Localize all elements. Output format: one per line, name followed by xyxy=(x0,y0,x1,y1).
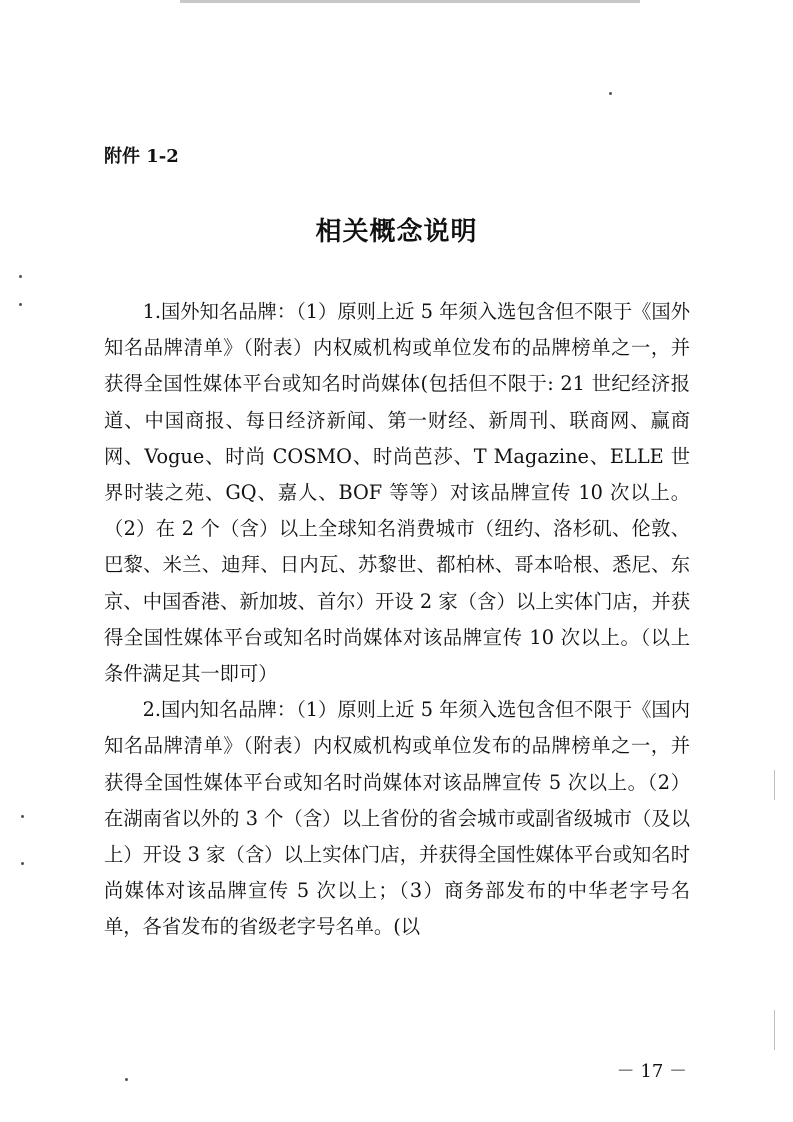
scan-speck xyxy=(125,1078,128,1081)
scan-edge-line xyxy=(774,1010,775,1050)
scan-speck xyxy=(609,92,612,95)
paragraph-foreign-brands: 1.国外知名品牌：（1）原则上近 5 年须入选包含但不限于《国外知名品牌清单》（附表）内权威机构或单位发布的品牌榜单之一，并获得全国性媒体平台或知名时尚媒体(包括但不限于: 21 世纪经济报道、中国商报、每日经济新闻、第一财经、新周刊、联商网、赢商网、Vogue、时尚 COSMO、时尚芭莎、T Magazine、ELLE 世界时装之苑、GQ、嘉人、BOF 等等）对该品牌宣传 10 次以上。（2）在 2 个（含）以上全球知名消费城市（纽约、洛杉矶、伦敦、巴黎、米兰、迪拜、日内瓦、苏黎世、都柏林、哥本哈根、悉尼、东京、中国香港、新加坡、首尔）开设 2 家（含）以上实体门店，并获得全国性媒体平台或知名时尚媒体对该品牌宣传 10 次以上。（以上条件满足其一即可） xyxy=(104,300,690,686)
scan-speck xyxy=(19,275,22,278)
scan-speck xyxy=(19,303,22,306)
scan-bleed-mark xyxy=(180,0,640,3)
page-number: － 17 － xyxy=(616,1061,687,1082)
page-title: 相关概念说明 xyxy=(315,217,478,247)
document-body xyxy=(104,294,690,946)
scan-edge-line xyxy=(774,770,775,800)
attachment-label: 附件 1-2 xyxy=(104,146,179,167)
scan-speck xyxy=(21,862,24,865)
paragraph-domestic-brands: 2.国内知名品牌：（1）原则上近 5 年须入选包含但不限于《国内知名品牌清单》（附表）内权威机构或单位发布的品牌榜单之一，并获得全国性媒体平台或知名时尚媒体对该品牌宣传 5 次以上。（2）在湖南省以外的 3 个（含）以上省份的省会城市或副省级城市（及以上）开设 3 家（含）以上实体门店，并获得全国性媒体平台或知名时尚媒体对该品牌宣传 5 次以上；（3）商务部发布的中华老字号名单，各省发布的省级老字号名单。(以 xyxy=(104,698,690,939)
scan-speck xyxy=(21,815,24,818)
